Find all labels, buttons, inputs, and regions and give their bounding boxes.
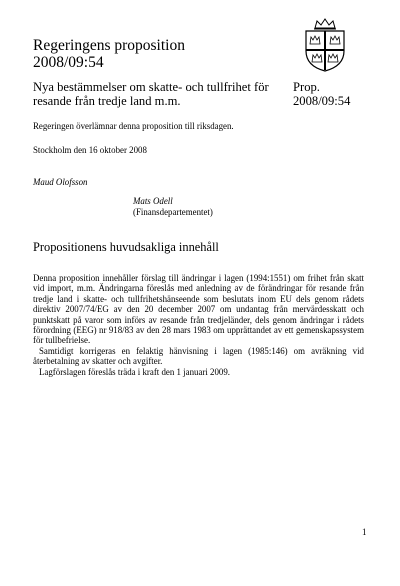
title-line-2: 2008/09:54 [33,54,104,71]
prop-label: Prop. [293,80,320,94]
body-paragraph-2: Samtidigt korrigeras en felaktig hänvisning i lagen (1985:146) om avräkning vid återbetalning av skatter och avgifter. [33,345,364,367]
proposition-reference [293,80,350,108]
signature-department: (Finansdepartementet) [133,207,213,217]
subtitle-line-1: Nya bestämmelser om skatte- och tullfrihet för [33,80,269,94]
intro-text: Regeringen överlämnar denna proposition till riksdagen. [33,121,234,131]
section-body [33,273,364,377]
body-paragraph-1: Denna proposition innehåller förslag till ändringar i lagen (1994:1551) om frihet från skatt vid import, m.m. Ändringarna föreslås med anledning av de förändringar för resande från tredje land i skatte- och tullfrihetshänseende som beslutats inom EU dels genom rådets direktiv 2007/74/EG av den 20 december 2007 om undantag från mervärdesskatt och punktskatt på varor som införs av resande från tredjeländer, dels genom ändringar i rådets förordning (EEG) nr 918/83 av den 28 mars 1983 om upprättandet av ett gemenskapssystem för tullbefrielse. [33,273,364,346]
body-paragraph-3: Lagförslagen föreslås träda i kraft den 1 januari 2009. [39,366,230,377]
signature-first: Maud Olofsson [33,177,88,187]
page-number: 1 [362,527,367,537]
signature-second: Mats Odell [133,196,173,206]
prop-number: 2008/09:54 [293,94,351,108]
signature-second-block [133,196,213,218]
title-line-1: Regeringens proposition [33,37,185,54]
document-title [33,37,185,71]
place-date: Stockholm den 16 oktober 2008 [33,145,147,155]
section-heading: Propositionens huvudsakliga innehåll [33,240,219,254]
swedish-coat-of-arms-icon [297,17,353,73]
subtitle-line-2: resande från tredje land m.m. [33,94,181,108]
proposition-subtitle [33,80,269,108]
